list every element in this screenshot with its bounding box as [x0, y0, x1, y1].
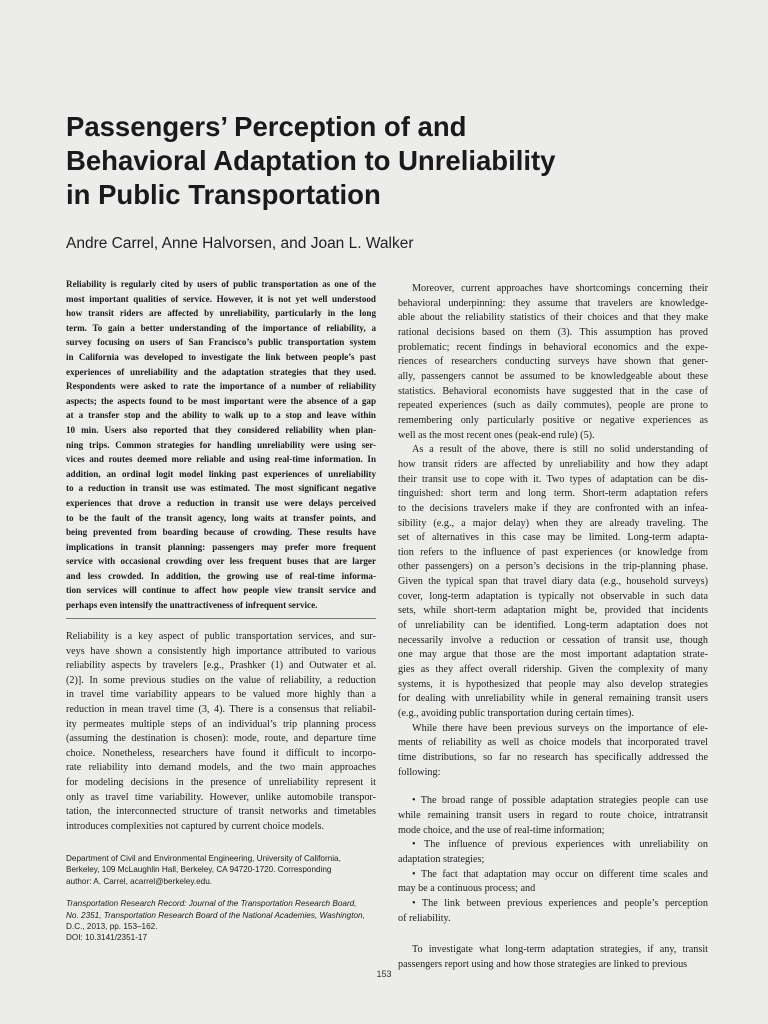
text-line: Given the typical span that travel diary data (e.g., household surveys) — [398, 576, 708, 588]
text-line: Moreover, current approaches have shortcomings concerning their — [412, 283, 708, 294]
text-line: tion refers to the influence of past experiences (or knowledge from — [398, 546, 708, 558]
paper-title — [66, 110, 706, 212]
text-line: to a reduction in transit use was estimated. The most significant negative — [66, 483, 376, 494]
text-line: term. To gain a better understanding of the importance of reliability, a — [66, 322, 376, 333]
text-line: gies as they affect overall ridership. Given the complexity of many — [398, 664, 708, 676]
text-line: implications in transit planning: passengers may prefer more frequent — [66, 541, 376, 552]
text-line: addition, an ordinal logit model linking past experiences of unreliability — [66, 468, 376, 479]
text-line: repeated experiences (such as daily commutes), people are prone to — [398, 400, 708, 412]
text-line: aspects; the aspects found to be most important were the absence of a gap — [66, 395, 376, 406]
text-line: • The fact that adaptation may occur on different time scales and — [412, 868, 708, 880]
text-line: following: — [398, 766, 441, 778]
text-line: reduction in mean travel time (3, 4). There is a consensus that reliabil- — [66, 703, 376, 715]
text-line: Reliability is a key aspect of public transportation services, and sur- — [66, 631, 376, 642]
paragraph — [398, 722, 708, 781]
text-line: behavioral underpinning: they assume that travelers are knowledge- — [398, 297, 708, 309]
text-line: in California was developed to investigate the link between people’s past — [66, 351, 376, 362]
text-line: time distributions, so far no research has specifically addressed the — [398, 752, 708, 763]
text-line: (e.g., avoiding public transportation during certain times). — [398, 708, 634, 720]
text-line: of reliability. — [398, 912, 451, 924]
text-line: experiences of unreliability and the adaptation strategies that they used. — [66, 366, 376, 377]
right-column — [398, 282, 708, 973]
text-line: statistics. Behavioral economists have suggested that in the case of — [398, 385, 708, 397]
text-line: 10 min. Users also reported that they considered reliability when plan- — [66, 424, 376, 435]
text-line: mode choice, and the use of real-time information; — [398, 824, 605, 836]
text-line: D.C., 2013, pp. 153–162. — [66, 922, 158, 932]
text-line: sibility (e.g., a major delay) when they are already traveling. The — [398, 517, 708, 529]
text-line: ity permeates multiple steps of an individual’s trip planning process — [66, 718, 376, 730]
text-line: rate reliability into demand models, and the two main approaches — [66, 762, 376, 774]
text-line: experiences that drove a reduction in transit use were delays perceived — [66, 497, 376, 508]
title-line: Passengers’ Perception of and — [66, 111, 467, 142]
text-line: passengers report using and how those strategies are linked to previous — [398, 958, 688, 970]
text-line: systems, it is hypothesized that people may also develop strategies — [398, 678, 708, 690]
text-line: DOI: 10.3141/2351-17 — [66, 933, 148, 943]
text-line: author: A. Carrel, acarrel@berkeley.edu. — [66, 876, 213, 886]
text-line: While there have been previous surveys on the importance of ele- — [412, 722, 708, 734]
text-line: vices and routes deemed more reliable and using real-time information. In — [66, 454, 376, 465]
text-line: set of alternatives in this case may be limited. Long-term adapta- — [398, 532, 708, 544]
text-line: well as the most recent ones (peak-end rule) (5). — [398, 429, 595, 441]
abstract — [66, 277, 376, 613]
text-line: sets, while short-term adaptation might be, provided that incidents — [398, 605, 708, 617]
text-line: to be the fault of the transit agency, long waits at transfer points, and — [66, 512, 376, 523]
text-line: Berkeley, 109 McLaughlin Hall, Berkeley, CA 94720-1720. Corresponding — [66, 865, 332, 875]
text-line: (2)]. In some previous studies on the value of reliability, a reduction — [66, 674, 376, 686]
text-line: cover, long-term adaptation is typically not observable in such data — [398, 590, 708, 602]
text-line: most important qualities of service. However, it is not yet well understood — [66, 293, 376, 304]
title-line: Behavioral Adaptation to Unreliability — [66, 145, 556, 176]
text-line: As a result of the above, there is still no solid understanding of — [412, 444, 708, 456]
text-line: their transit use to cope with it. Two types of adaptation can be dis- — [398, 473, 708, 485]
footnote — [66, 853, 376, 944]
text-line: (assuming the destination is chosen): mode, route, and departure time — [66, 733, 376, 745]
text-line: • The broad range of possible adaptation strategies people can use — [412, 795, 708, 807]
text-line: remembering only particularly positive or negative experiences as — [398, 414, 708, 426]
page-number: 153 — [376, 969, 392, 979]
text-line: Respondents were asked to rate the importance of a number of reliability — [66, 381, 376, 392]
text-line: ning trips. Common strategies for handling unreliability were using ser- — [66, 439, 376, 450]
text-line: rational decisions based on them (3). This assumption has proved — [398, 326, 708, 338]
text-line: and less crowded. In addition, the growing use of real-time informa- — [66, 570, 376, 581]
text-line: To investigate what long-term adaptation strategies, if any, transit — [412, 944, 708, 956]
text-line: while remaining transit users in regard to route choice, intratransit — [398, 809, 708, 821]
text-line: for modeling decisions in the presence of unreliability represent it — [66, 776, 376, 788]
text-line: Reliability is regularly cited by users of public transportation as one of the — [66, 279, 376, 289]
bullet-list — [398, 794, 708, 926]
text-line: • The influence of previous experiences with unreliability on — [412, 839, 708, 851]
title-line: in Public Transportation — [66, 179, 381, 210]
text-line: necessarily involve a reduction or cessation of transit use, though — [398, 634, 708, 646]
introduction-paragraph — [66, 630, 376, 834]
text-line: other passengers) on a person’s decisions in the trip-planning phase. — [398, 561, 708, 573]
text-line: being prevented from boarding because of crowding. These results have — [66, 527, 376, 538]
affiliation-note — [66, 853, 376, 887]
paragraph — [398, 443, 708, 721]
text-line: how transit riders are affected by unreliability and how they adapt — [398, 458, 708, 470]
text-line: only as travel time variability. However, unlike automobile transpor- — [66, 791, 376, 803]
text-line: riences of researchers conducting surveys have shown that gener- — [398, 356, 708, 368]
text-line: to the decisions travelers make if they are confronted with an infea- — [398, 502, 708, 514]
citation-note — [66, 898, 376, 944]
text-line: at a transfer stop and the ability to walk up to a stop and leave within — [66, 410, 376, 421]
text-line: how transit riders are affected by unreliability, particularly in the long — [66, 308, 376, 319]
text-line: ally, passengers cannot be assumed to be knowledgeable about these — [398, 370, 708, 382]
text-line: choice. Nonetheless, researchers have found it difficult to incorpo- — [66, 747, 376, 759]
text-line: in travel time variability appears to be valued more highly than a — [66, 689, 376, 701]
text-line: ments of reliability as well as choice models that incorporated travel — [398, 737, 708, 749]
text-line: tinguished: short term and long term. Short-term adaptation refers — [398, 488, 708, 500]
abstract-divider — [66, 618, 376, 619]
text-line: Transportation Research Record: Journal of the Transportation Research Board, — [66, 899, 357, 909]
text-line: reliability aspects by travelers [e.g., Prashker (1) and Outwater et al. — [66, 660, 376, 672]
text-line: perhaps even intensify the unattractiveness of infrequent service. — [66, 600, 318, 611]
text-line: tion services will continue to affect how people view transit service and — [66, 585, 376, 596]
paragraph — [398, 282, 708, 443]
text-line: for dealing with unreliability while in general remaining transit users — [398, 693, 708, 705]
text-line: survey focusing on users of San Francisco’s public transportation system — [66, 337, 376, 348]
text-line: one may argue that those are the most important adaptation strate- — [398, 649, 708, 661]
text-line: • The link between previous experiences and people’s perception — [412, 897, 708, 909]
text-line: veys have shown a consistently high importance attributed to various — [66, 645, 376, 657]
text-line: service with occasional crowding over less frequent buses that are larger — [66, 556, 376, 567]
text-line: of unreliability can be identified. Long-term adaptation does not — [398, 620, 708, 632]
text-line: No. 2351, Transportation Research Board of the National Academies, Washington, — [66, 910, 365, 920]
author-list: Andre Carrel, Anne Halvorsen, and Joan L. Walker — [66, 235, 414, 252]
text-line: adaptation strategies; — [398, 853, 485, 865]
text-line: able about the reliability statistics of their choices and that they make — [398, 312, 708, 324]
text-line: may be a continuous process; and — [398, 883, 536, 895]
text-line: introduces complexities not captured by current choice models. — [66, 820, 325, 832]
text-line: problematic; recent findings in behavioral economics and the expe- — [398, 341, 708, 353]
text-line: tation, the interconnected structure of transit networks and timetables — [66, 806, 376, 818]
text-line: Department of Civil and Environmental Engineering, University of California, — [66, 854, 341, 863]
